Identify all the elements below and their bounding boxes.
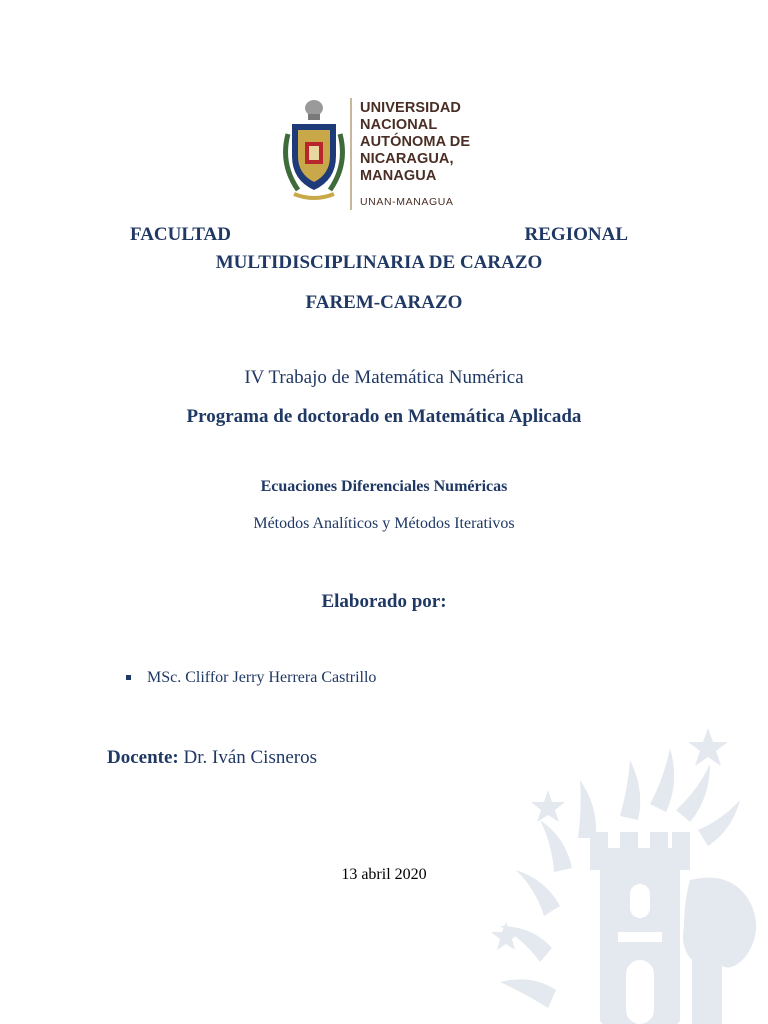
logo-divider <box>350 98 352 210</box>
work-title: IV Trabajo de Matemática Numérica <box>244 367 524 388</box>
logo-subtitle: UNAN-MANAGUA <box>360 196 454 208</box>
prepared-by-label: Elaborado por: <box>321 591 447 612</box>
logo-line: NACIONAL <box>360 117 438 133</box>
farem-title: FAREM-CARAZO <box>305 292 463 313</box>
faculty-heading <box>130 224 628 274</box>
logo-line: MANAGUA <box>360 168 437 184</box>
logo-wordmark <box>360 100 470 185</box>
teacher-label: Docente: <box>107 747 179 768</box>
document-date: 13 abril 2020 <box>341 866 427 883</box>
faculty-line-2: MULTIDISCIPLINARIA DE CARAZO <box>215 252 543 273</box>
author-list-item <box>126 669 376 687</box>
logo-line: UNIVERSIDAD <box>360 100 461 116</box>
topic-title: Ecuaciones Diferenciales Numéricas <box>260 478 508 495</box>
watermark-emblem-icon <box>470 720 768 1024</box>
logo-line: AUTÓNOMA DE <box>360 134 471 150</box>
program-title: Programa de doctorado en Matemática Aplicada <box>186 406 582 427</box>
university-logo <box>278 92 472 214</box>
logo-line: NICARAGUA, <box>360 151 454 167</box>
author-name: MSc. Cliffor Jerry Herrera Castrillo <box>147 669 377 686</box>
subtopic-title: Métodos Analíticos y Métodos Iterativos <box>253 515 515 532</box>
bullet-icon <box>126 675 131 680</box>
teacher-line <box>107 747 317 769</box>
teacher-name: Dr. Iván Cisneros <box>183 747 318 768</box>
faculty-word-right: REGIONAL <box>524 224 628 245</box>
faculty-word-left: FACULTAD <box>130 224 231 245</box>
university-crest-icon <box>278 94 350 212</box>
